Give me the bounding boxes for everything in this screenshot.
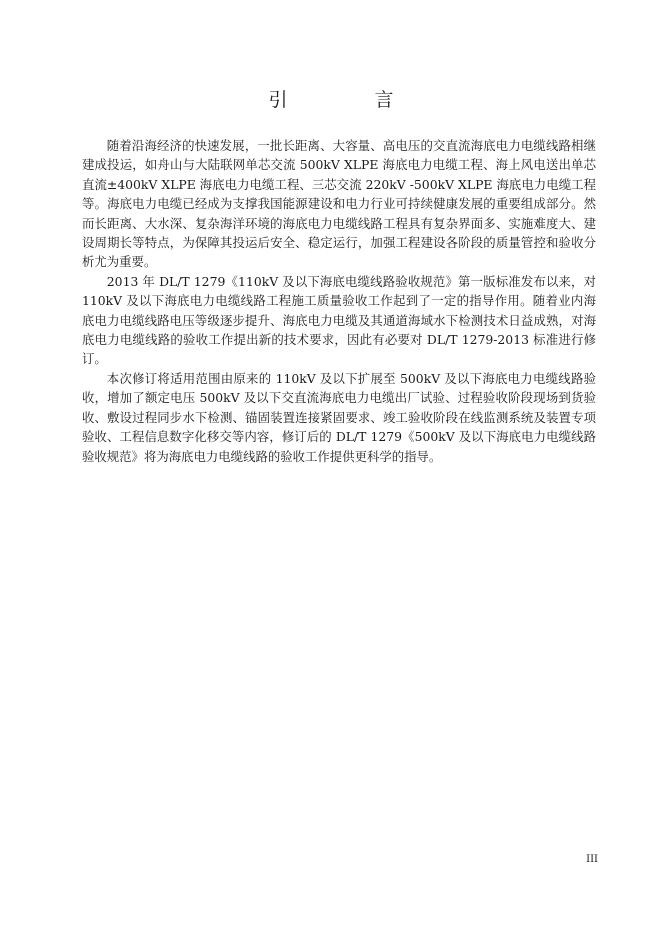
paragraph-revision: 本次修订将适用范围由原来的 110kV 及以下扩展至 500kV 及以下海底电力电缆线路验收，增加了额定电压 500kV 及以下交直流海底电力电缆出厂试验、过程验收阶段现场到货验收、敷设过程同步水下检测、锚固装置连接紧固要求、竣工验收阶段在线监测系统及装置专项验收、工程信息数字化移交等内容，修订后的 DL/T 1279《500kV 及以下海底电力电缆线路验收规范》将为海底电力电缆线路的验收工作提供更科学的指导。 — [82, 370, 596, 464]
page-number: III — [586, 854, 598, 865]
paragraph-history: 2013 年 DL/T 1279《110kV 及以下海底电缆线路验收规范》第一版标准发布以来，对 110kV 及以下海底电力电缆线路工程施工质量验收工作起到了一定的指导作用。随着业内海底电力电缆线路电压等级逐步提升、海底电力电缆及其通道海域水下检测技术日益成熟，对海底电力电缆线路的验收工作提出新的技术要求，因此有必要对 DL/T 1279-2013 标准进行修订。 — [82, 273, 596, 367]
paragraph-background: 随着沿海经济的快速发展，一批长距离、大容量、高电压的交直流海底电力电缆线路相继建成投运，如舟山与大陆联网单芯交流 500kV XLPE 海底电力电缆工程、海上风电送出单芯直流±400kV XLPE 海底电力电缆工程、三芯交流 220kV -500kV XLPE 海底电力电缆工程等。海底电力电缆已经成为支撑我国能源建设和电力行业可持续健康发展的重要组成部分。然而长距离、大水深、复杂海洋环境的海底电力电缆线路工程具有复杂界面多、实施难度大、建设周期长等特点，为保障其投运后安全、稳定运行，加强工程建设各阶段的质量管控和验收分析尤为重要。 — [82, 138, 596, 270]
introduction-body — [82, 136, 596, 466]
page-title: 引 言 — [268, 89, 428, 111]
